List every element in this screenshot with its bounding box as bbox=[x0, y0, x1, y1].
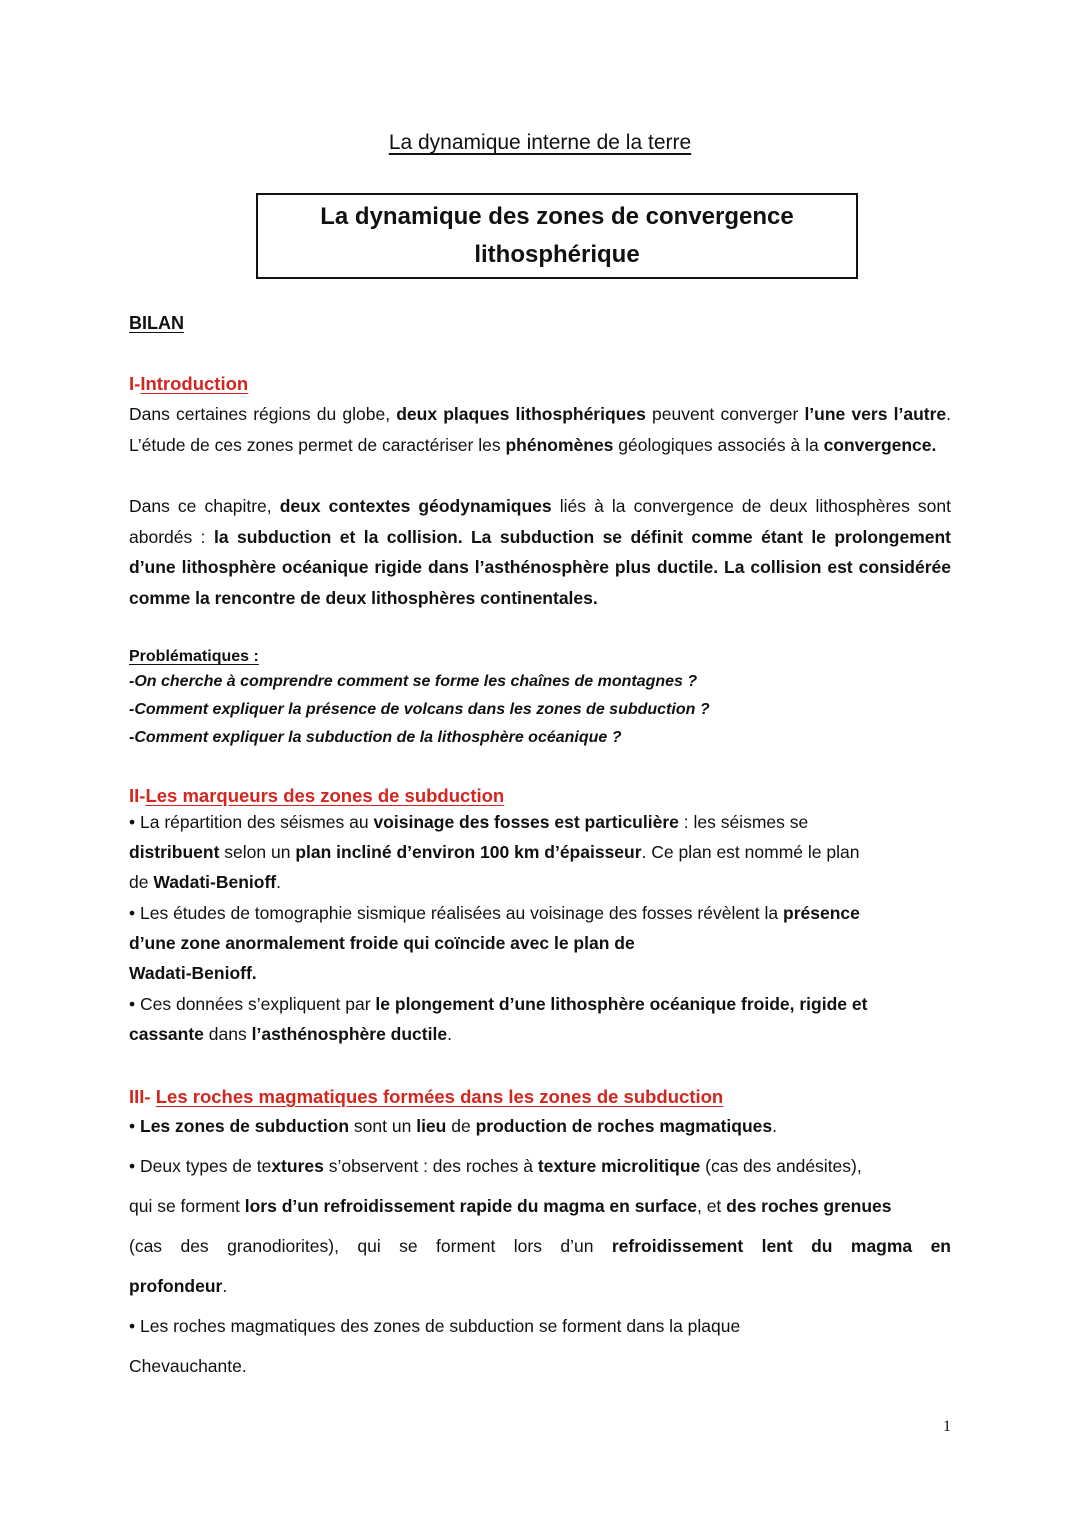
section2-line bbox=[129, 812, 951, 833]
text-run: • Les roches magmatiques des zones de subduction se forment dans la plaque bbox=[129, 1316, 741, 1336]
text-run: de bbox=[129, 872, 154, 892]
text-run: dans bbox=[203, 1024, 252, 1044]
text-run: • La répartition des séismes au bbox=[129, 812, 374, 832]
text-run: • Ces données s’expliquent par bbox=[129, 994, 376, 1014]
bold-text-run: le plongement d’une lithosphère océanique froide, rigide et bbox=[375, 994, 868, 1014]
section2-line bbox=[129, 963, 951, 984]
bilan-label: BILAN bbox=[129, 313, 184, 333]
bold-text-run: deux plaques lithosphériques bbox=[396, 404, 646, 424]
text-run: . Ce plan est nommé le plan bbox=[641, 842, 860, 862]
chapter-title-line-1: La dynamique des zones de convergence bbox=[320, 203, 794, 230]
text-run: (cas des granodiorites), qui se forment lors d’un bbox=[129, 1236, 612, 1256]
text-run: Dans ce chapitre, bbox=[129, 496, 280, 516]
section3-line bbox=[129, 1316, 951, 1337]
section-heading-marqueurs bbox=[129, 785, 504, 807]
text-run: peuvent converger bbox=[645, 404, 805, 424]
section2-line bbox=[129, 994, 951, 1015]
bold-text-run: production de roches magmatiques bbox=[475, 1116, 773, 1136]
text-run: de bbox=[446, 1116, 476, 1136]
bold-text-run: des roches grenues bbox=[726, 1196, 892, 1216]
text-run: liés à la convergence de deux lithosphères sont abordés : bbox=[129, 496, 951, 547]
text-run: . bbox=[222, 1276, 228, 1296]
intro-paragraph-2 bbox=[129, 491, 951, 613]
section-heading-introduction bbox=[129, 373, 248, 395]
text-run: Chevauchante. bbox=[129, 1356, 247, 1376]
text-run: • Les études de tomographie sismique réalisées au voisinage des fosses révèlent la bbox=[129, 903, 784, 923]
section-heading-roches-magmatiques bbox=[129, 1086, 723, 1108]
section3-line bbox=[129, 1356, 951, 1377]
chapter-title-line-2: lithosphérique bbox=[474, 241, 640, 268]
section3-line bbox=[129, 1236, 951, 1257]
text-run: , et bbox=[696, 1196, 727, 1216]
bold-text-run: deux contextes géodynamiques bbox=[279, 496, 552, 516]
bold-text-run: voisinage des fosses est particulière bbox=[373, 812, 679, 832]
text-run: Dans certaines régions du globe, bbox=[129, 404, 397, 424]
bold-text-run: profondeur bbox=[129, 1276, 223, 1296]
section3-line bbox=[129, 1196, 951, 1217]
bold-text-run: xtures bbox=[271, 1156, 324, 1176]
problematique-item: -Comment expliquer la présence de volcans dans les zones de subduction ? bbox=[129, 701, 710, 718]
text-run: . L’étude de ces zones permet de caractériser les bbox=[129, 404, 952, 455]
bold-text-run: Wadati-Benioff. bbox=[129, 963, 257, 983]
text-run: géologiques associés à la bbox=[613, 434, 824, 455]
text-run: . bbox=[276, 872, 282, 892]
section-number: II- bbox=[129, 785, 146, 806]
section2-line bbox=[129, 1024, 951, 1045]
bold-text-run: distribuent bbox=[129, 842, 220, 862]
section2-line bbox=[129, 903, 951, 924]
section3-line bbox=[129, 1116, 951, 1137]
bold-text-run: phénomènes bbox=[505, 434, 614, 455]
section-number: I- bbox=[129, 373, 141, 394]
section-title: Introduction bbox=[140, 373, 249, 394]
bold-text-run: texture microlitique bbox=[537, 1156, 701, 1176]
bold-text-run: d’une zone anormalement froide qui coïncide avec le plan de bbox=[129, 933, 635, 953]
bold-text-run: présence bbox=[783, 903, 860, 923]
problematiques-label: Problématiques : bbox=[129, 648, 259, 665]
section3-line bbox=[129, 1276, 951, 1297]
problematique-item: -On cherche à comprendre comment se forme les chaînes de montagnes ? bbox=[129, 673, 698, 690]
bold-text-run: convergence. bbox=[823, 434, 937, 455]
page-number: 1 bbox=[943, 1418, 951, 1435]
section2-line bbox=[129, 872, 951, 893]
intro-paragraph-1 bbox=[129, 399, 951, 460]
bold-text-run: refroidissement lent du magma en bbox=[611, 1236, 951, 1256]
document-title: La dynamique interne de la terre bbox=[388, 131, 692, 154]
text-run: : les séismes se bbox=[678, 812, 809, 832]
text-run: selon un bbox=[219, 842, 296, 862]
text-run: . bbox=[772, 1116, 778, 1136]
text-run: qui se forment bbox=[129, 1196, 245, 1216]
text-run: • bbox=[129, 1116, 140, 1136]
text-run: . bbox=[447, 1024, 452, 1044]
bold-text-run: lors d’un refroidissement rapide du magma en surface bbox=[244, 1196, 697, 1216]
text-run: s’observent : des roches à bbox=[323, 1156, 538, 1176]
problematique-item: -Comment expliquer la subduction de la lithosphère océanique ? bbox=[129, 729, 622, 746]
bold-text-run: lieu bbox=[416, 1116, 447, 1136]
chapter-title-box bbox=[256, 193, 858, 279]
section3-line bbox=[129, 1156, 951, 1177]
text-run: sont un bbox=[349, 1116, 417, 1136]
section2-line bbox=[129, 933, 951, 954]
text-run: • Deux types de te bbox=[129, 1156, 272, 1176]
section-number: III- bbox=[129, 1086, 156, 1107]
text-run: (cas des andésites), bbox=[700, 1156, 862, 1176]
bold-text-run: l’asthénosphère ductile bbox=[251, 1024, 448, 1044]
section2-line bbox=[129, 842, 951, 863]
section-title: Les marqueurs des zones de subduction bbox=[145, 785, 505, 806]
bold-text-run: la subduction et la collision. La subduction se définit comme étant le prolongement d’une lithosphère océanique rigide dans l’asthénosphère plus ductile. La collision est considérée comme la rencontre de deux lithosphères continentales. bbox=[129, 526, 952, 608]
bold-text-run: plan incliné d’environ 100 km d’épaisseur bbox=[295, 842, 642, 862]
bold-text-run: l’une vers l’autre bbox=[804, 404, 947, 424]
bold-text-run: Les zones de subduction bbox=[140, 1116, 350, 1136]
bold-text-run: cassante bbox=[129, 1024, 204, 1044]
bold-text-run: Wadati-Benioff bbox=[153, 872, 277, 892]
section-title: Les roches magmatiques formées dans les zones de subduction bbox=[155, 1086, 724, 1107]
